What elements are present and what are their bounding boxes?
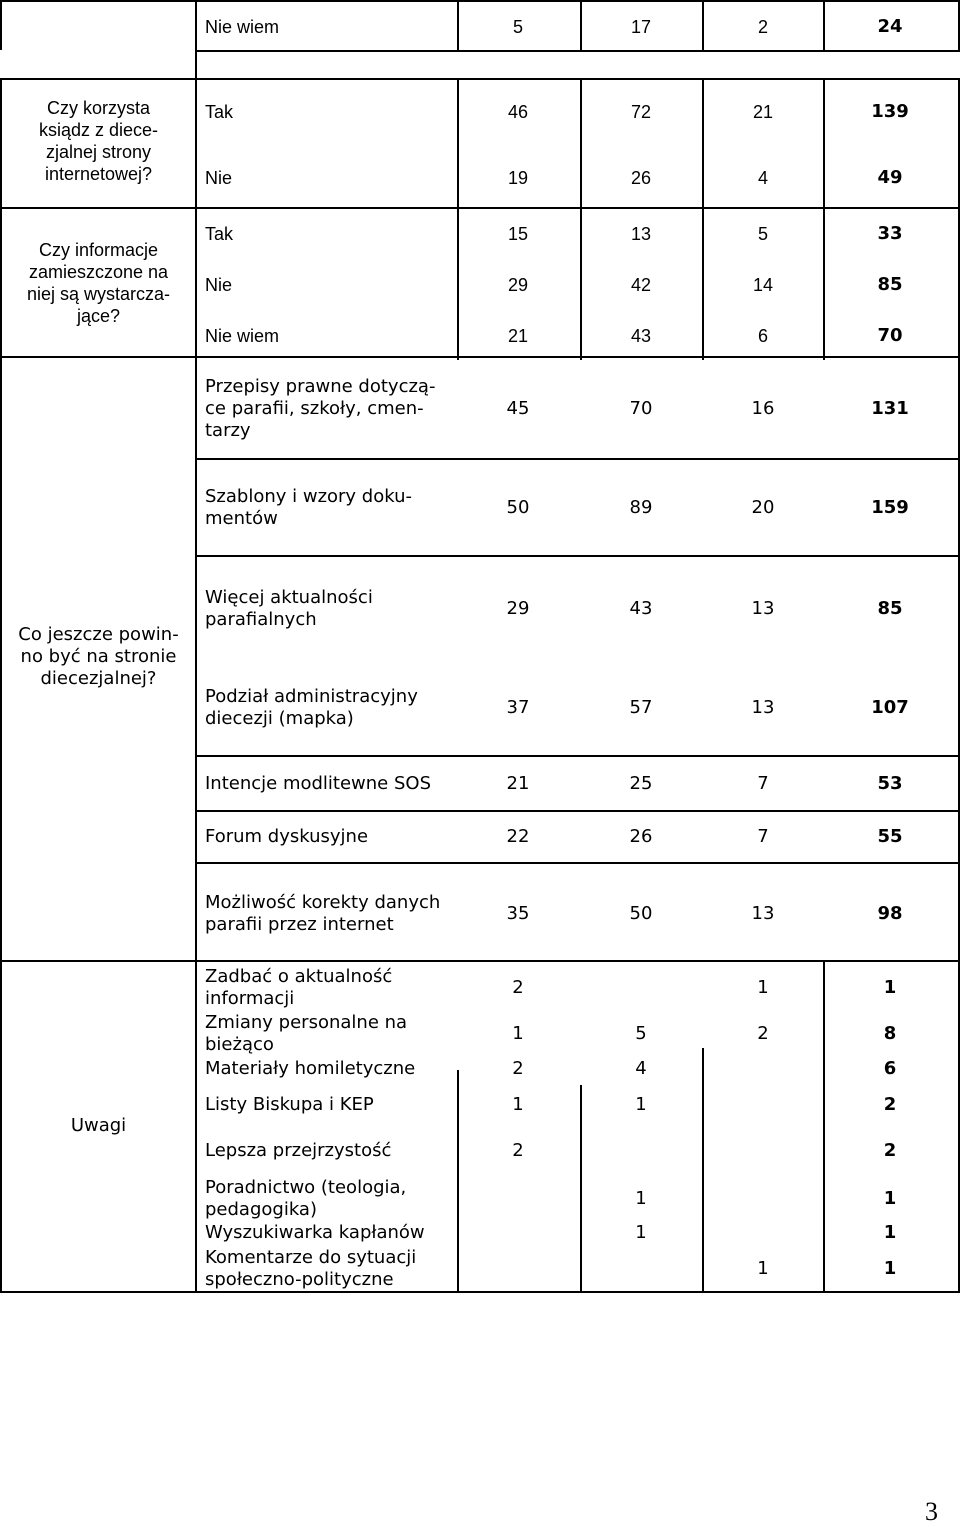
count-cell: 1 [635, 1188, 647, 1209]
count-cell: 13 [630, 224, 652, 244]
total-cell: 85 [877, 598, 903, 619]
section-divider [0, 960, 960, 962]
count-cell: 21 [507, 326, 529, 346]
count-cell: 37 [506, 697, 530, 718]
count-cell: 4 [757, 168, 768, 188]
answer-label: Lepsza przejrzystość [205, 1140, 392, 1161]
count-cell: 17 [630, 17, 652, 37]
column-divider [0, 0, 2, 50]
total-cell: 49 [877, 167, 903, 188]
answer-label: Wyszukiwarka kapłanów [205, 1222, 425, 1243]
question-what-else: Co jeszcze powin- no być na stronie diecezjalnej? [18, 624, 179, 689]
column-divider [457, 78, 459, 360]
total-cell: 1 [883, 977, 897, 998]
answer-label: Listy Biskupa i KEP [205, 1094, 374, 1115]
count-cell: 57 [629, 697, 653, 718]
count-cell: 1 [757, 977, 769, 998]
answer-label: Nie [205, 275, 233, 295]
column-divider [457, 0, 459, 50]
row-divider [195, 810, 960, 812]
answer-label: Tak [205, 102, 234, 122]
count-cell: 4 [635, 1058, 647, 1079]
column-divider [823, 960, 825, 1293]
section-divider [0, 78, 960, 80]
table-border-bottom [0, 1291, 960, 1293]
answer-label: Szablony i wzory doku- mentów [205, 486, 413, 529]
count-cell: 16 [751, 398, 775, 419]
total-cell: 98 [877, 903, 903, 924]
row-divider [195, 862, 960, 864]
count-cell: 13 [751, 697, 775, 718]
row-divider [195, 50, 960, 52]
answer-label: Intencje modlitewne SOS [205, 773, 432, 794]
count-cell: 29 [506, 598, 530, 619]
answer-label: Możliwość korekty danych parafii przez internet [205, 892, 441, 935]
count-cell: 45 [506, 398, 530, 419]
count-cell: 26 [629, 826, 653, 847]
count-cell: 2 [757, 17, 768, 37]
row-divider [195, 755, 960, 757]
column-divider [702, 1048, 704, 1293]
column-divider [457, 1070, 459, 1293]
count-cell: 70 [629, 398, 653, 419]
total-cell: 6 [883, 1058, 897, 1079]
count-cell: 19 [507, 168, 529, 188]
count-cell: 2 [512, 977, 524, 998]
column-divider [580, 0, 582, 50]
count-cell: 13 [751, 903, 775, 924]
count-cell: 1 [512, 1023, 524, 1044]
count-cell: 2 [512, 1058, 524, 1079]
answer-label: Przepisy prawne dotyczą- ce parafii, szkoły, cmen- tarzy [205, 376, 436, 441]
column-divider [823, 0, 825, 50]
count-cell: 15 [507, 224, 529, 244]
count-cell: 29 [507, 275, 529, 295]
count-cell: 2 [512, 1140, 524, 1161]
total-cell: 139 [871, 101, 909, 122]
section-divider [0, 356, 960, 358]
answer-label: Zadbać o aktualność informacji [205, 966, 393, 1009]
total-cell: 131 [871, 398, 909, 419]
column-divider [580, 1085, 582, 1293]
total-cell: 1 [883, 1258, 897, 1279]
answer-label: Nie wiem [205, 17, 280, 37]
count-cell: 5 [635, 1023, 647, 1044]
row-divider [195, 555, 960, 557]
total-cell: 107 [871, 697, 909, 718]
count-cell: 13 [751, 598, 775, 619]
question-remarks: Uwagi [70, 1115, 127, 1136]
count-cell: 1 [635, 1094, 647, 1115]
count-cell: 46 [507, 102, 529, 122]
count-cell: 1 [757, 1258, 769, 1279]
row-divider [195, 458, 960, 460]
count-cell: 43 [629, 598, 653, 619]
column-divider [702, 78, 704, 360]
total-cell: 33 [877, 223, 903, 244]
count-cell: 5 [512, 17, 523, 37]
count-cell: 1 [635, 1222, 647, 1243]
column-divider [702, 0, 704, 50]
count-cell: 22 [506, 826, 530, 847]
answer-label: Więcej aktualności parafialnych [205, 587, 373, 630]
total-cell: 1 [883, 1222, 897, 1243]
count-cell: 20 [751, 497, 775, 518]
total-cell: 55 [877, 826, 903, 847]
page-number: 3 [925, 1497, 938, 1526]
count-cell: 5 [757, 224, 768, 244]
count-cell: 50 [506, 497, 530, 518]
count-cell: 35 [506, 903, 530, 924]
answer-label: Nie wiem [205, 326, 280, 346]
total-cell: 85 [877, 274, 903, 295]
answer-label: Podział administracyjny diecezji (mapka) [205, 686, 418, 729]
total-cell: 2 [883, 1140, 897, 1161]
answer-label: Forum dyskusyjne [205, 826, 369, 847]
section-divider [0, 207, 960, 209]
count-cell: 50 [629, 903, 653, 924]
answer-label: Komentarze do sytuacji społeczno-polityczne [205, 1247, 417, 1290]
question-website-use: Czy korzysta ksiądz z diece- zjalnej strony internetowej? [38, 98, 159, 184]
total-cell: 1 [883, 1188, 897, 1209]
answer-label: Poradnictwo (teologia, pedagogika) [205, 1177, 407, 1220]
total-cell: 2 [883, 1094, 897, 1115]
count-cell: 6 [757, 326, 768, 346]
count-cell: 42 [630, 275, 652, 295]
count-cell: 72 [630, 102, 652, 122]
count-cell: 26 [630, 168, 652, 188]
count-cell: 21 [506, 773, 530, 794]
count-cell: 14 [752, 275, 774, 295]
count-cell: 7 [757, 773, 769, 794]
answer-label: Zmiany personalne na bieżąco [205, 1012, 408, 1055]
answer-label: Nie [205, 168, 233, 188]
total-cell: 8 [883, 1023, 897, 1044]
answer-label: Materiały homiletyczne [205, 1058, 416, 1079]
column-divider [823, 78, 825, 360]
column-divider [195, 0, 197, 1293]
count-cell: 25 [629, 773, 653, 794]
table-border-top [0, 0, 960, 2]
total-cell: 159 [871, 497, 909, 518]
total-cell: 53 [877, 773, 903, 794]
count-cell: 89 [629, 497, 653, 518]
total-cell: 70 [877, 325, 903, 346]
question-info-sufficient: Czy informacje zamieszczone na niej są wystarcza- jące? [26, 240, 171, 326]
count-cell: 2 [757, 1023, 769, 1044]
answer-label: Tak [205, 224, 234, 244]
count-cell: 21 [752, 102, 774, 122]
count-cell: 7 [757, 826, 769, 847]
count-cell: 43 [630, 326, 652, 346]
count-cell: 1 [512, 1094, 524, 1115]
column-divider [580, 78, 582, 360]
total-cell: 24 [877, 16, 903, 37]
